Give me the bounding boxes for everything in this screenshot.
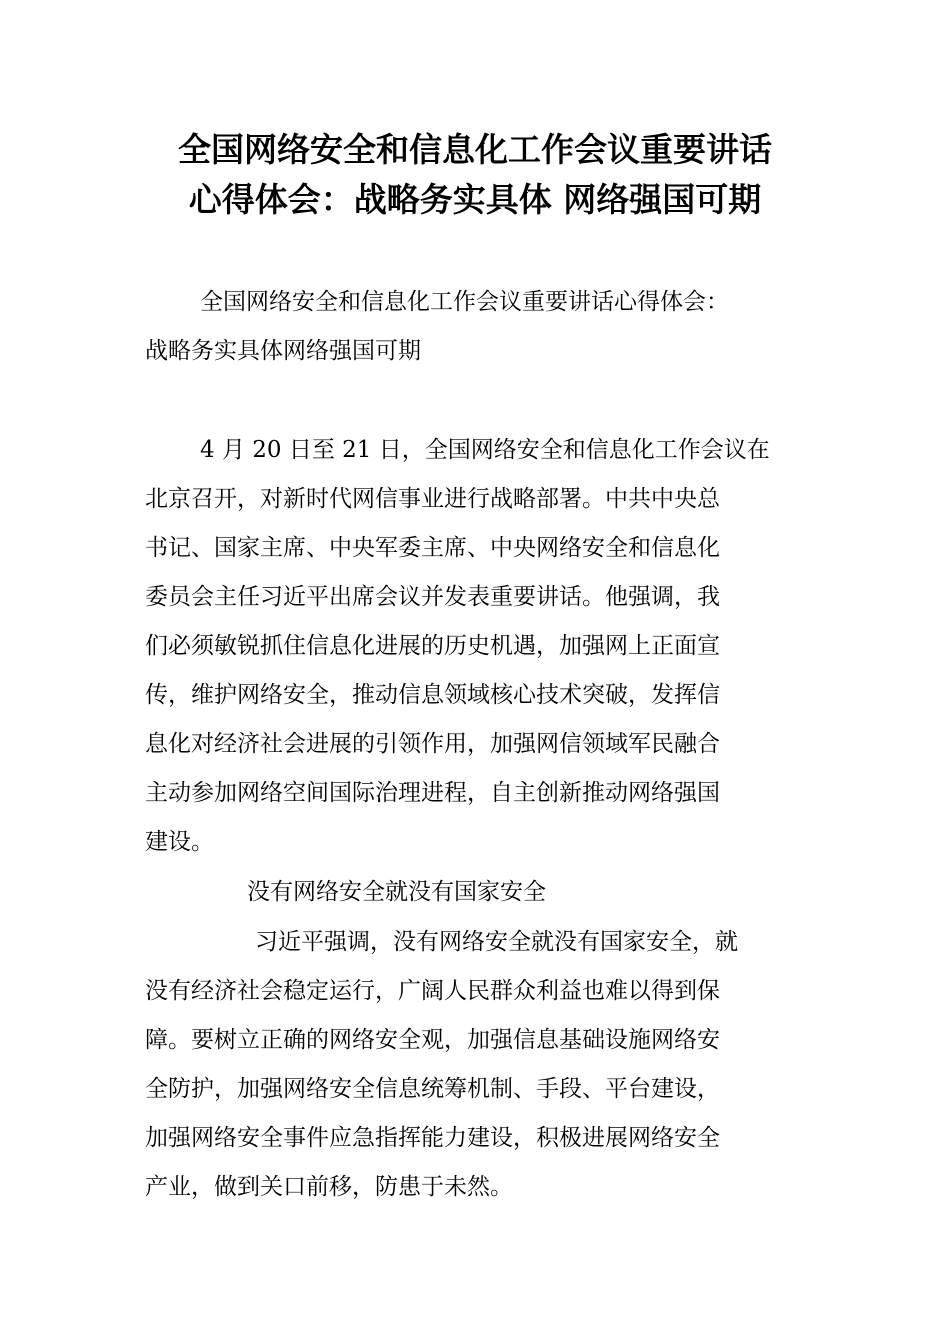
paragraph-1 [145,426,810,867]
document-title [100,125,850,225]
paragraph-2-line-3: 障。要树立正确的网络安全观，加强信息基础设施网络安 [145,1027,720,1053]
intro-paragraph [145,278,810,376]
paragraph-1-line-5: 们必须敏锐抓住信息化进展的历史机遇，加强网上正面宣 [145,633,720,659]
intro-line-1: 全国网络安全和信息化工作会议重要讲话心得体会： [200,289,729,315]
paragraph-1-line-3: 书记、国家主席、中央军委主席、中央网络安全和信息化 [145,535,720,561]
paragraph-1-line-1: 4 月 20 日至 21 日，全国网络安全和信息化工作会议在 [200,437,770,463]
title-line-2: 心得体会：战略务实具体 网络强国可期 [188,180,762,219]
title-line-1: 全国网络安全和信息化工作会议重要讲话 [178,130,772,169]
paragraph-2 [145,918,810,1212]
section-heading-text: 没有网络安全就没有国家安全 [247,879,546,905]
paragraph-2-line-6: 产业，做到关口前移，防患于未然。 [145,1174,513,1200]
paragraph-1-line-4: 委员会主任习近平出席会议并发表重要讲话。他强调，我 [145,584,720,610]
paragraph-2-line-5: 加强网络安全事件应急指挥能力建设，积极进展网络安全 [145,1125,720,1151]
paragraph-1-line-9: 建设。 [145,829,214,855]
section-heading [145,868,810,917]
paragraph-2-line-2: 没有经济社会稳定运行，广阔人民群众利益也难以得到保 [145,978,720,1004]
paragraph-2-line-1: 习近平强调，没有网络安全就没有国家安全，就 [255,929,738,955]
paragraph-1-line-8: 主动参加网络空间国际治理进程，自主创新推动网络强国 [145,780,720,806]
intro-line-2: 战略务实具体网络强国可期 [145,338,421,364]
paragraph-1-line-7: 息化对经济社会进展的引领作用，加强网信领域军民融合 [145,731,720,757]
paragraph-1-line-2: 北京召开，对新时代网信事业进行战略部署。中共中央总 [145,486,720,512]
paragraph-1-line-6: 传，维护网络安全，推动信息领域核心技术突破，发挥信 [145,682,720,708]
paragraph-2-line-4: 全防护，加强网络安全信息统筹机制、手段、平台建设， [145,1076,720,1102]
